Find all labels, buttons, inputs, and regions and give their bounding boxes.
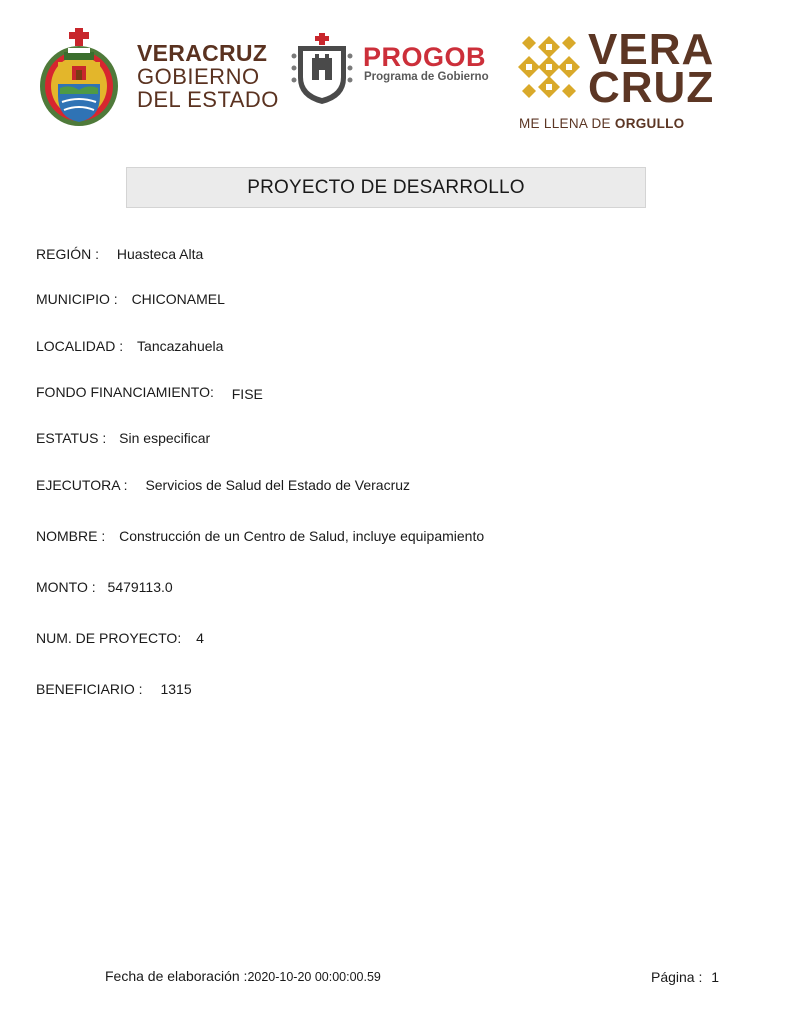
progob-emblem-icon [290,32,354,106]
field-label: FONDO FINANCIAMIENTO: [36,384,214,400]
field-label: LOCALIDAD : [36,338,124,354]
veracruz-pattern-icon [516,34,582,100]
veracruz-logo-line2: CRUZ [588,63,715,112]
header [0,0,791,140]
slogan-prefix: ME LLENA DE [519,116,615,131]
footer-page-value: 1 [711,969,720,985]
field-nombre [36,528,484,544]
field-label: MONTO : [36,579,96,595]
field-label: BENEFICIARIO : [36,681,143,697]
field-value: Construcción de un Centro de Salud, incluye equipamiento [119,528,485,544]
progob-logo-title: PROGOB [363,42,487,72]
gobierno-logo-line2: GOBIERNO [137,64,260,89]
field-monto [36,579,173,595]
field-value: Servicios de Salud del Estado de Veracruz [145,477,411,493]
field-value: Sin especificar [119,430,211,446]
field-fondo [36,384,263,400]
gobierno-logo-line3: DEL ESTADO [137,87,279,112]
veracruz-slogan [519,117,684,131]
field-label: EJECUTORA : [36,477,128,493]
footer-page-number [651,969,719,985]
field-value: FISE [231,386,263,402]
veracruz-logo-line1: VERA [588,25,715,74]
field-municipio [36,291,225,307]
gobierno-logo-line1: VERACRUZ [137,40,268,66]
field-value: 1315 [160,681,192,697]
page-title: PROYECTO DE DESARROLLO [247,176,525,198]
field-localidad [36,338,223,354]
field-label: NUM. DE PROYECTO: [36,630,182,646]
field-value: Huasteca Alta [116,246,204,262]
title-banner [126,167,646,208]
field-num-proyecto [36,630,204,646]
field-label: ESTATUS : [36,430,107,446]
field-value: Tancazahuela [137,338,224,354]
footer-page-label: Página : [651,969,703,985]
field-label: NOMBRE : [36,528,106,544]
slogan-bold: ORGULLO [614,116,685,131]
progob-logo-subtitle: Programa de Gobierno [364,71,489,83]
field-estatus [36,430,210,446]
footer-date-label: Fecha de elaboración : [105,968,248,984]
field-label: MUNICIPIO : [36,291,118,307]
field-region [36,246,203,262]
footer-date [105,968,381,984]
field-value: CHICONAMEL [131,291,225,307]
field-label: REGIÓN : [36,246,100,262]
field-beneficiario [36,681,192,697]
field-ejecutora [36,477,410,493]
field-value: 5479113.0 [107,579,173,595]
field-value: 4 [196,630,204,646]
footer-date-value: 2020-10-20 00:00:00.59 [247,970,381,984]
veracruz-coat-of-arms-icon [38,26,120,128]
